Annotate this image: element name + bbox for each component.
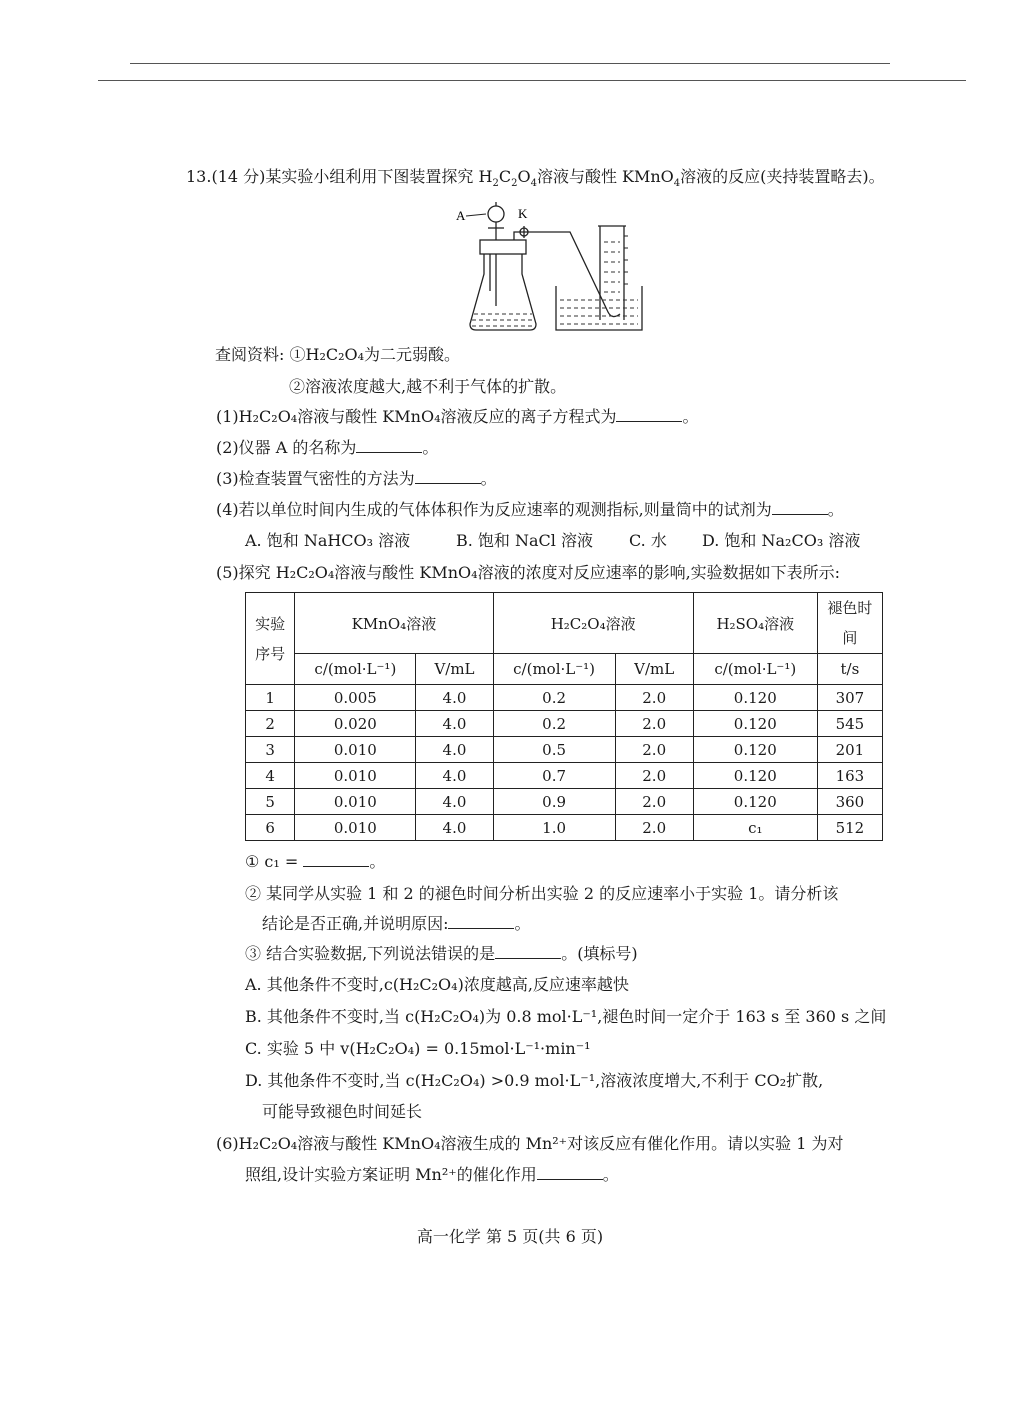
reference-item-1: ①H₂C₂O₄为二元弱酸。 bbox=[289, 345, 461, 364]
subquestion-3: ③ 结合实验数据,下列说法错误的是 。(填标号) bbox=[245, 944, 638, 963]
header-fade-time: 褪色时间 bbox=[817, 593, 882, 654]
page-footer: 高一化学 第 5 页(共 6 页) bbox=[416, 1227, 604, 1246]
reference-item-2: ②溶液浓度越大,越不利于气体的扩散。 bbox=[289, 377, 567, 396]
conical-flask bbox=[470, 254, 536, 330]
graduated-cylinder bbox=[600, 226, 624, 320]
question-number: 13. bbox=[186, 167, 212, 186]
option-d-line-2: 可能导致褪色时间延长 bbox=[262, 1102, 423, 1121]
question-1: (1)H₂C₂O₄溶液与酸性 KMnO₄溶液反应的离子方程式为 。 bbox=[216, 407, 699, 426]
unit-time: t/s bbox=[817, 654, 882, 685]
header-kmno4: KMnO₄溶液 bbox=[295, 593, 493, 654]
unit-volume: V/mL bbox=[416, 654, 493, 685]
unit-concentration: c/(mol·L⁻¹) bbox=[295, 654, 416, 685]
experiment-apparatus-diagram bbox=[452, 196, 648, 336]
answer-blank bbox=[303, 852, 369, 867]
option-b: B. 其他条件不变时,当 c(H₂C₂O₄)为 0.8 mol·L⁻¹,褪色时间一定介于 163 s 至 360 s 之间 bbox=[245, 1007, 887, 1026]
subquestion-2-line-1: ② 某同学从实验 1 和 2 的褪色时间分析出实验 2 的反应速率小于实验 1。请分析该 bbox=[245, 884, 839, 903]
label-k: K bbox=[518, 206, 528, 221]
reference-title: 查阅资料: ①H₂C₂O₄为二元弱酸。 bbox=[215, 345, 461, 364]
unit-concentration: c/(mol·L⁻¹) bbox=[493, 654, 615, 685]
question-4-option-b: B. 饱和 NaCl 溶液 bbox=[456, 531, 594, 550]
answer-blank bbox=[616, 407, 682, 422]
header-experiment-no: 实验序号 bbox=[246, 593, 295, 685]
question-points: (14 分) bbox=[211, 167, 266, 186]
question-6-line-2: 照组,设计实验方案证明 Mn²⁺的催化作用 。 bbox=[245, 1165, 619, 1184]
question-2: (2)仪器 A 的名称为 。 bbox=[216, 438, 439, 457]
answer-blank bbox=[356, 438, 422, 453]
option-d-line-1: D. 其他条件不变时,当 c(H₂C₂O₄) >0.9 mol·L⁻¹,溶液浓度增大,不利于 CO₂扩散, bbox=[245, 1071, 824, 1090]
question-4: (4)若以单位时间内生成的气体体积作为反应速率的观测指标,则量筒中的试剂为 。 bbox=[216, 500, 844, 519]
table-row: 2 0.020 4.0 0.2 2.0 0.120 545 bbox=[246, 711, 883, 737]
question-13-stem: 13.(14 分)某实验小组利用下图装置探究 $H_2C_2O_4$溶液与酸性 KMnO$_4$溶液的反应(夹持装置略去)。 bbox=[186, 167, 885, 190]
subquestion-1: ① c₁ = 。 bbox=[245, 852, 386, 871]
unit-volume: V/mL bbox=[615, 654, 693, 685]
header-rule-top bbox=[130, 63, 890, 64]
answer-blank bbox=[537, 1165, 603, 1180]
option-a: A. 其他条件不变时,c(H₂C₂O₄)浓度越高,反应速率越快 bbox=[245, 975, 629, 994]
table-row: 1 0.005 4.0 0.2 2.0 0.120 307 bbox=[246, 685, 883, 711]
question-3: (3)检查装置气密性的方法为 。 bbox=[216, 469, 497, 488]
rubber-stopper bbox=[480, 240, 526, 254]
question-4-option-c: C. 水 bbox=[629, 531, 667, 550]
separatory-funnel-bulb bbox=[488, 206, 504, 222]
subquestion-2-line-2: 结论是否正确,并说明原因: 。 bbox=[262, 914, 531, 933]
unit-concentration: c/(mol·L⁻¹) bbox=[693, 654, 817, 685]
question-6-line-1: (6)H₂C₂O₄溶液与酸性 KMnO₄溶液生成的 Mn²⁺对该反应有催化作用。请以实验 1 为对 bbox=[216, 1134, 844, 1153]
label-a: A bbox=[456, 208, 466, 223]
header-rule bbox=[98, 80, 966, 81]
experiment-data-table bbox=[245, 592, 883, 841]
header-h2so4: H₂SO₄溶液 bbox=[693, 593, 817, 654]
table-row: 3 0.010 4.0 0.5 2.0 0.120 201 bbox=[246, 737, 883, 763]
answer-blank bbox=[495, 944, 561, 959]
answer-blank bbox=[448, 914, 514, 929]
question-4-option-d: D. 饱和 Na₂CO₃ 溶液 bbox=[702, 531, 861, 550]
question-4-option-a: A. 饱和 NaHCO₃ 溶液 bbox=[245, 531, 411, 550]
answer-blank bbox=[772, 500, 828, 515]
table-row: 4 0.010 4.0 0.7 2.0 0.120 163 bbox=[246, 763, 883, 789]
table-row: 5 0.010 4.0 0.9 2.0 0.120 360 bbox=[246, 789, 883, 815]
answer-blank bbox=[415, 469, 481, 484]
table-row: 6 0.010 4.0 1.0 2.0 c₁ 512 bbox=[246, 815, 883, 841]
header-h2c2o4: H₂C₂O₄溶液 bbox=[493, 593, 693, 654]
option-c: C. 实验 5 中 v(H₂C₂O₄) = 0.15mol·L⁻¹·min⁻¹ bbox=[245, 1039, 591, 1058]
question-5: (5)探究 H₂C₂O₄溶液与酸性 KMnO₄溶液的浓度对反应速率的影响,实验数据如下表所示: bbox=[216, 563, 841, 582]
